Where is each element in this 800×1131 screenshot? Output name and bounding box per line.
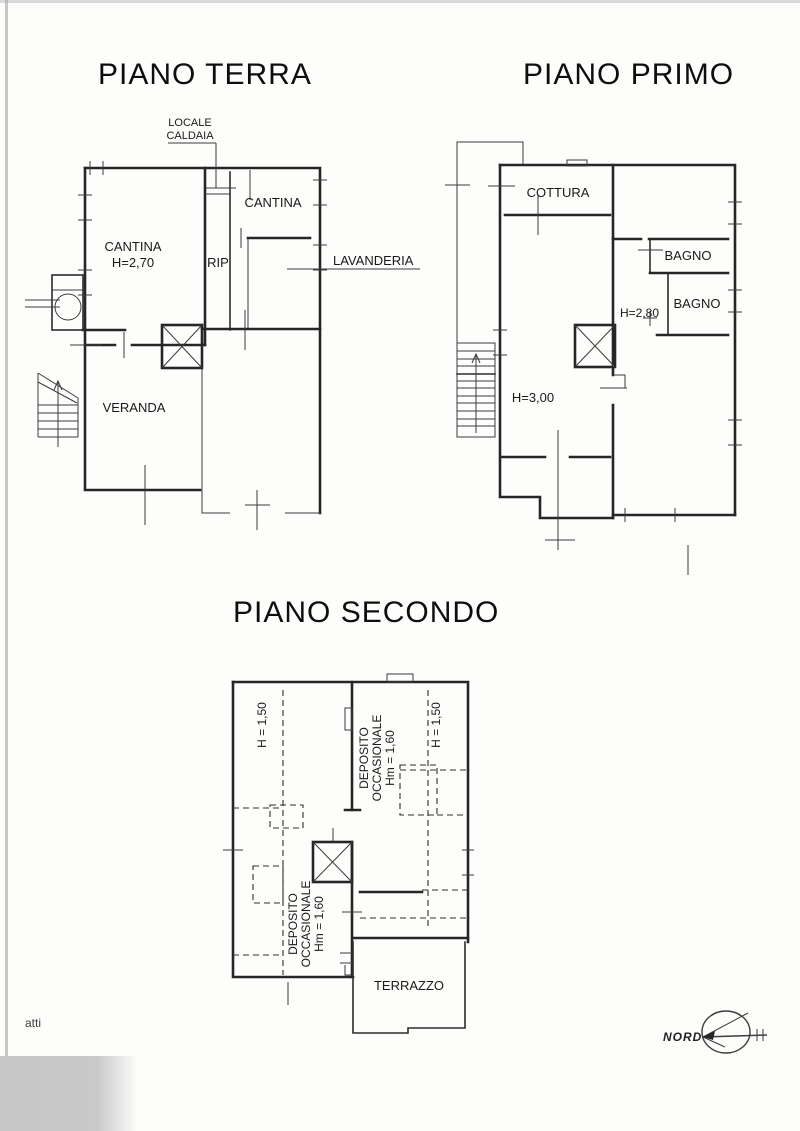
north-compass bbox=[655, 995, 800, 1075]
scan-artifact-top-edge bbox=[0, 0, 800, 3]
terra-label-lavanderia: LAVANDERIA bbox=[333, 253, 414, 268]
piano-terra-drawing bbox=[20, 110, 440, 530]
title-piano-primo: PIANO PRIMO bbox=[523, 58, 735, 91]
secondo-deposito-lower-line1: DEPOSITO bbox=[286, 893, 300, 955]
primo-room-labels bbox=[512, 185, 721, 405]
primo-label-height-280: H=2,80 bbox=[620, 306, 660, 320]
primo-external-stairs bbox=[457, 343, 495, 437]
primo-stair-shaft bbox=[575, 325, 615, 367]
primo-label-bagno-upper: BAGNO bbox=[664, 248, 712, 263]
title-piano-terra: PIANO TERRA bbox=[98, 58, 312, 91]
piano-secondo-drawing bbox=[150, 660, 490, 1050]
secondo-deposito-upper-line1: DEPOSITO bbox=[357, 727, 371, 789]
primo-outer-walls bbox=[500, 165, 735, 518]
terra-label-locale: LOCALE bbox=[168, 117, 212, 129]
secondo-label-terrazzo: TERRAZZO bbox=[373, 978, 445, 993]
terra-caldaia-callout bbox=[166, 117, 236, 188]
primo-label-bagno-lower: BAGNO bbox=[673, 296, 721, 311]
terra-label-cantina-left: CANTINA bbox=[104, 239, 162, 254]
scan-artifact-bottom-left bbox=[0, 1056, 138, 1131]
terra-label-veranda: VERANDA bbox=[102, 400, 166, 415]
terra-boiler-annex bbox=[25, 275, 83, 330]
secondo-deposito-upper-line3: Hm = 1,60 bbox=[383, 730, 397, 786]
primo-label-height-300: H=3,00 bbox=[511, 390, 555, 405]
primo-balcony-outline bbox=[445, 142, 523, 343]
secondo-terrazzo bbox=[340, 942, 465, 1033]
secondo-deposito-label-lower bbox=[286, 881, 326, 968]
margin-note: atti bbox=[25, 1016, 42, 1030]
scan-artifact-left-edge bbox=[5, 0, 8, 1131]
terra-label-cantina-right: CANTINA bbox=[244, 195, 302, 210]
secondo-label-height-right: H = 1,50 bbox=[429, 702, 443, 748]
terra-stair-shaft bbox=[162, 325, 202, 368]
secondo-stair-shaft bbox=[313, 828, 352, 882]
terra-label-caldaia: CALDAIA bbox=[166, 130, 214, 142]
secondo-deposito-label-upper bbox=[357, 715, 397, 802]
terra-label-cantina-left-height: H=2,70 bbox=[111, 255, 155, 270]
compass-icon bbox=[702, 1011, 767, 1053]
secondo-label-height-left: H = 1,50 bbox=[255, 702, 269, 748]
secondo-deposito-lower-line3: Hm = 1,60 bbox=[312, 896, 326, 952]
compass-label: NORD bbox=[663, 1030, 703, 1044]
piano-primo-drawing bbox=[445, 130, 755, 580]
primo-label-cottura: COTTURA bbox=[526, 185, 590, 200]
secondo-deposito-upper-line2: OCCASIONALE bbox=[370, 714, 384, 802]
terra-label-rip: RIP bbox=[207, 255, 229, 270]
terra-lavanderia-callout bbox=[287, 253, 420, 269]
terra-external-stairs bbox=[38, 373, 78, 447]
secondo-deposito-lower-line2: OCCASIONALE bbox=[299, 880, 313, 968]
title-piano-secondo: PIANO SECONDO bbox=[233, 596, 500, 629]
